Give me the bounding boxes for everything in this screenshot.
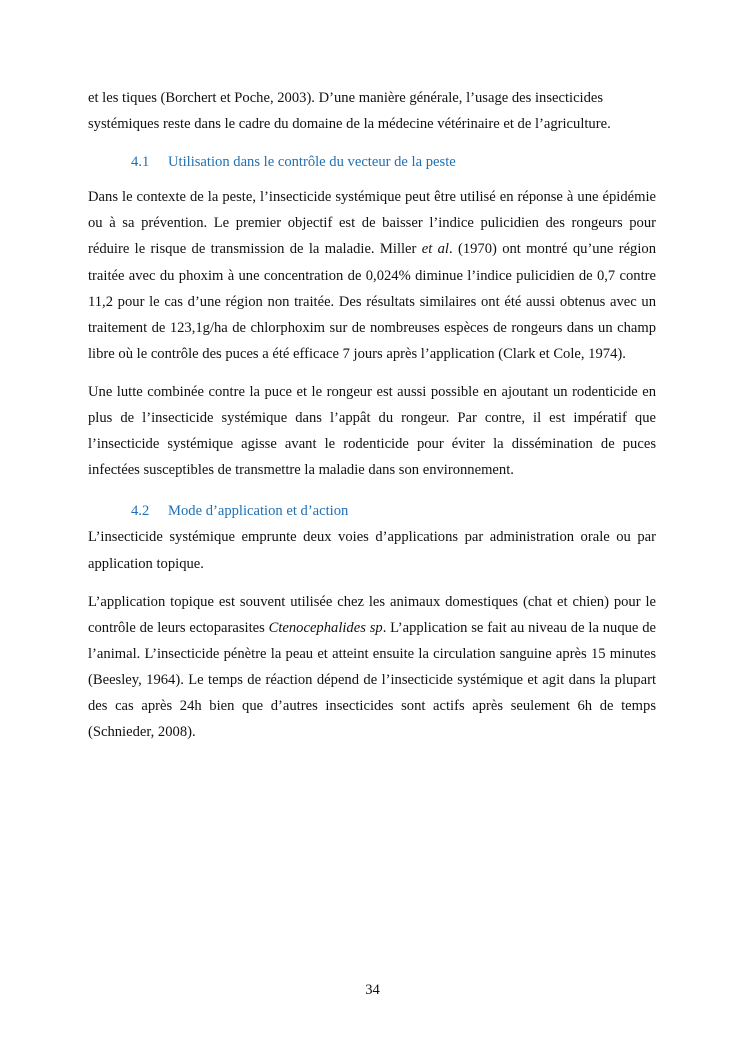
intro-line-2: systémiques reste dans le cadre du domaine de la médecine vétérinaire et de l’agriculture. bbox=[88, 116, 611, 133]
page-number: 34 bbox=[365, 982, 380, 998]
intro-paragraph bbox=[88, 85, 656, 137]
intro-line-1: et les tiques (Borchert et Poche, 2003). D’une manière générale, l’usage des insecticides bbox=[88, 90, 604, 106]
paragraph-text: L’application topique est souvent utilisée chez les animaux domestiques (chat et chien) pour le contrôle de leurs ectoparasites bbox=[88, 593, 656, 636]
section-title: Mode d’application et d’action bbox=[168, 503, 349, 520]
section-heading-4-2 bbox=[88, 498, 656, 524]
section-number: 4.2 bbox=[131, 503, 150, 520]
paragraph-4-1-a bbox=[88, 184, 656, 367]
section-number: 4.1 bbox=[131, 154, 150, 171]
paragraph-italic: Ctenocephalides sp bbox=[268, 619, 383, 636]
section-heading-4-1 bbox=[88, 149, 656, 175]
paragraph-text: . L’application se fait au niveau de la nuque de l’animal. L’insecticide pénètre la peau et atteint ensuite la circulation sanguine après 15 minutes (Beesley, 1964). Le temps de réaction dépend de l’insecticide systémique et agit dans la plupart des cas après 24h bien que d’autres insecticides sont actifs après seulement 6h de temps (Schnieder, 2008). bbox=[88, 619, 657, 741]
paragraph-text: . (1970) ont montré qu’une région traitée avec du phoxim à une concentration de 0,024% diminue l’indice pulicidien de 0,7 contre 11,2 pour le cas d’une région non traitée. Des résultats similaires ont été aussi obtenus avec un traitement de 123,1g/ha de chlorphoxim sur de nombreuses espèces de rongeurs dans un champ libre où le contrôle des puces a été efficace 7 jours après l’application (Clark et Cole, 1974). bbox=[88, 241, 656, 362]
paragraph-4-1-b: Une lutte combinée contre la puce et le rongeur est aussi possible en ajoutant un rodenticide en plus de l’insecticide systémique dans l’appât du rongeur. Par contre, il est impératif que l’insecticide systémique agisse avant le rodenticide pour éviter la dissémination de puces infectées susceptibles de transmettre la maladie dans son environnement. bbox=[88, 383, 656, 479]
document-page bbox=[88, 85, 656, 745]
paragraph-4-2-a: L’insecticide systémique emprunte deux voies d’applications par administration orale ou par application topique. bbox=[88, 529, 656, 572]
section-title: Utilisation dans le contrôle du vecteur de la peste bbox=[168, 154, 456, 171]
paragraph-italic: et al bbox=[421, 241, 449, 258]
paragraph-text: Dans le contexte de la peste, l’insecticide systémique peut être utilisé en réponse à une épidémie ou à sa prévention. Le premier objectif est de baisser l’indice pulicidien des rongeurs pour réduire le risque de transmission de la maladie. Miller bbox=[88, 189, 656, 258]
paragraph-4-2-b bbox=[88, 589, 656, 746]
